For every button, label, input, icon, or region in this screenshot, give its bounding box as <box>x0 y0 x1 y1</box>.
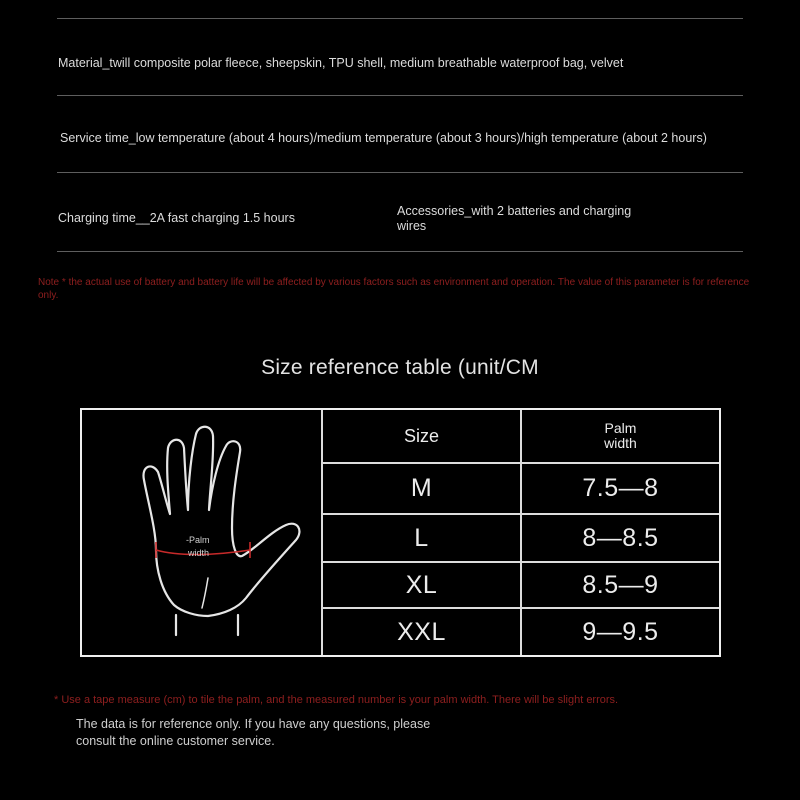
divider <box>57 251 743 252</box>
size-cell: M <box>410 474 433 502</box>
palm-cell: 9—9.5 <box>582 617 659 646</box>
reference-note-line2: consult the online customer service. <box>76 734 275 748</box>
reference-note-line1: The data is for reference only. If you have any questions, please <box>76 717 431 731</box>
header-palm-line1: Palm <box>604 420 637 436</box>
spec-accessories-line2: wires <box>397 219 427 233</box>
spec-material: Material_twill composite polar fleece, sheepskin, TPU shell, medium breathable waterproof bag, velvet <box>58 56 624 70</box>
size-cell: XXL <box>397 617 446 646</box>
hand-illustration <box>82 410 321 655</box>
measure-note: * Use a tape measure (cm) to tile the palm, and the measured number is your palm width. There will be slight errors. <box>54 694 619 706</box>
spec-service-time: Service time_low temperature (about 4 hours)/medium temperature (about 3 hours)/high temperature (about 2 hours) <box>60 131 707 145</box>
divider <box>57 95 743 96</box>
spec-accessories-line1: Accessories_with 2 batteries and charging <box>397 204 632 218</box>
size-cell: XL <box>405 570 438 599</box>
header-palm-width <box>522 410 719 462</box>
spec-charging-time: Charging time__2A fast charging 1.5 hours <box>58 211 295 225</box>
palm-cell: 8.5—9 <box>582 570 659 599</box>
battery-note: Note * the actual use of battery and battery life will be affected by various factors such as environment and operation. The value of this parameter is for reference only. <box>38 277 750 301</box>
reference-note <box>76 716 496 750</box>
size-cell: L <box>414 523 429 552</box>
divider <box>57 18 743 19</box>
size-table-title: Size reference table (unit/CM <box>261 356 539 379</box>
header-palm-line2: width <box>604 435 637 451</box>
palm-cell: 7.5—8 <box>582 474 659 502</box>
palm-cell: 8—8.5 <box>582 523 659 552</box>
hand-label-line1: -Palm <box>186 535 210 545</box>
header-size: Size <box>403 425 439 446</box>
hand-label-line2: width <box>188 548 210 558</box>
divider <box>57 172 743 173</box>
